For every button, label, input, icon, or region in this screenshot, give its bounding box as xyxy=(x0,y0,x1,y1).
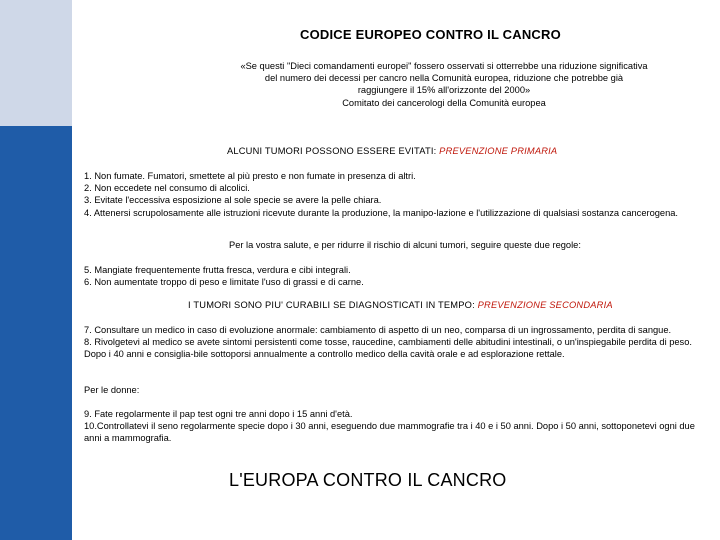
health-note: Per la vostra salute, e per ridurre il rischio di alcuni tumori, seguire queste due regole: xyxy=(229,240,581,250)
page-title: CODICE EUROPEO CONTRO IL CANCRO xyxy=(300,27,561,42)
list-item: 1. Non fumate. Fumatori, smettete al più presto e non fumate in presenza di altri. xyxy=(84,171,416,181)
women-label: Per le donne: xyxy=(84,385,140,395)
secondary-list xyxy=(84,324,712,361)
secondary-prevention-heading xyxy=(188,300,613,310)
primary-heading-text: ALCUNI TUMORI POSSONO ESSERE EVITATI: xyxy=(227,146,440,156)
list-item: 10.Controllatevi il seno regolarmente specie dopo i 30 anni, eseguendo due mammografie tra i 40 e i 50 anni. Dopo i 50 anni, sottoponetevi ogni due anni a mammografia. xyxy=(84,421,695,444)
primary-list xyxy=(84,170,712,219)
sidebar-light-block xyxy=(0,0,72,126)
list-item: 7. Consultare un medico in caso di evoluzione anormale: cambiamento di aspetto di un neo, comparsa di un ingrossamento, perdita di sangue. xyxy=(84,325,672,335)
primary-heading-red: PREVENZIONE PRIMARIA xyxy=(439,146,558,156)
women-list xyxy=(84,408,712,445)
secondary-heading-red: PREVENZIONE SECONDARIA xyxy=(477,300,613,310)
list-item: 4. Attenersi scrupolosamente alle istruzioni ricevute durante la produzione, la manipo-lazione e l'utilizzazione di qualsiasi sostanza cancerogena. xyxy=(84,207,679,218)
list-item: 9. Fate regolarmente il pap test ogni tre anni dopo i 15 anni d'età. xyxy=(84,409,353,419)
list-item: 5. Mangiate frequentemente frutta fresca, verdura e cibi integrali. xyxy=(84,265,351,275)
quote-block xyxy=(240,60,648,109)
sidebar-dark-block xyxy=(0,126,72,540)
footer-title: L'EUROPA CONTRO IL CANCRO xyxy=(229,470,507,490)
quote-text: «Se questi "Dieci comandamenti europei" fossero osservati si otterrebbe una riduzione significativa del numero dei decessi per cancro nella Comunità europea, riduzione che potrebbe già raggiungere il 15% all'orizzonte del 2000» xyxy=(240,61,648,96)
sidebar-decoration xyxy=(0,0,72,540)
quote-author: Comitato dei cancerologi della Comunità europea xyxy=(342,97,546,108)
primary-prevention-heading xyxy=(227,146,557,156)
list-item: 8. Rivolgetevi al medico se avete sintomi persistenti come tosse, raucedine, cambiamenti delle abitudini intestinali, o un'inspiegabile perdita di peso. Dopo i 40 anni e consiglia-bile sottoporsi annualmente a controllo medico della cavità orale e ad esplorazione rettale. xyxy=(84,337,692,360)
list-item: 6. Non aumentate troppo di peso e limitate l'uso di grassi e di carne. xyxy=(84,277,364,288)
list-item: 2. Non eccedete nel consumo di alcolici. xyxy=(84,183,250,194)
rules-list xyxy=(84,264,712,288)
list-item: 3. Evitate l'eccessiva esposizione al sole specie se avere la pelle chiara. xyxy=(84,195,382,206)
secondary-heading-text: I TUMORI SONO PIU' CURABILI SE DIAGNOSTICATI IN TEMPO: xyxy=(188,300,478,310)
